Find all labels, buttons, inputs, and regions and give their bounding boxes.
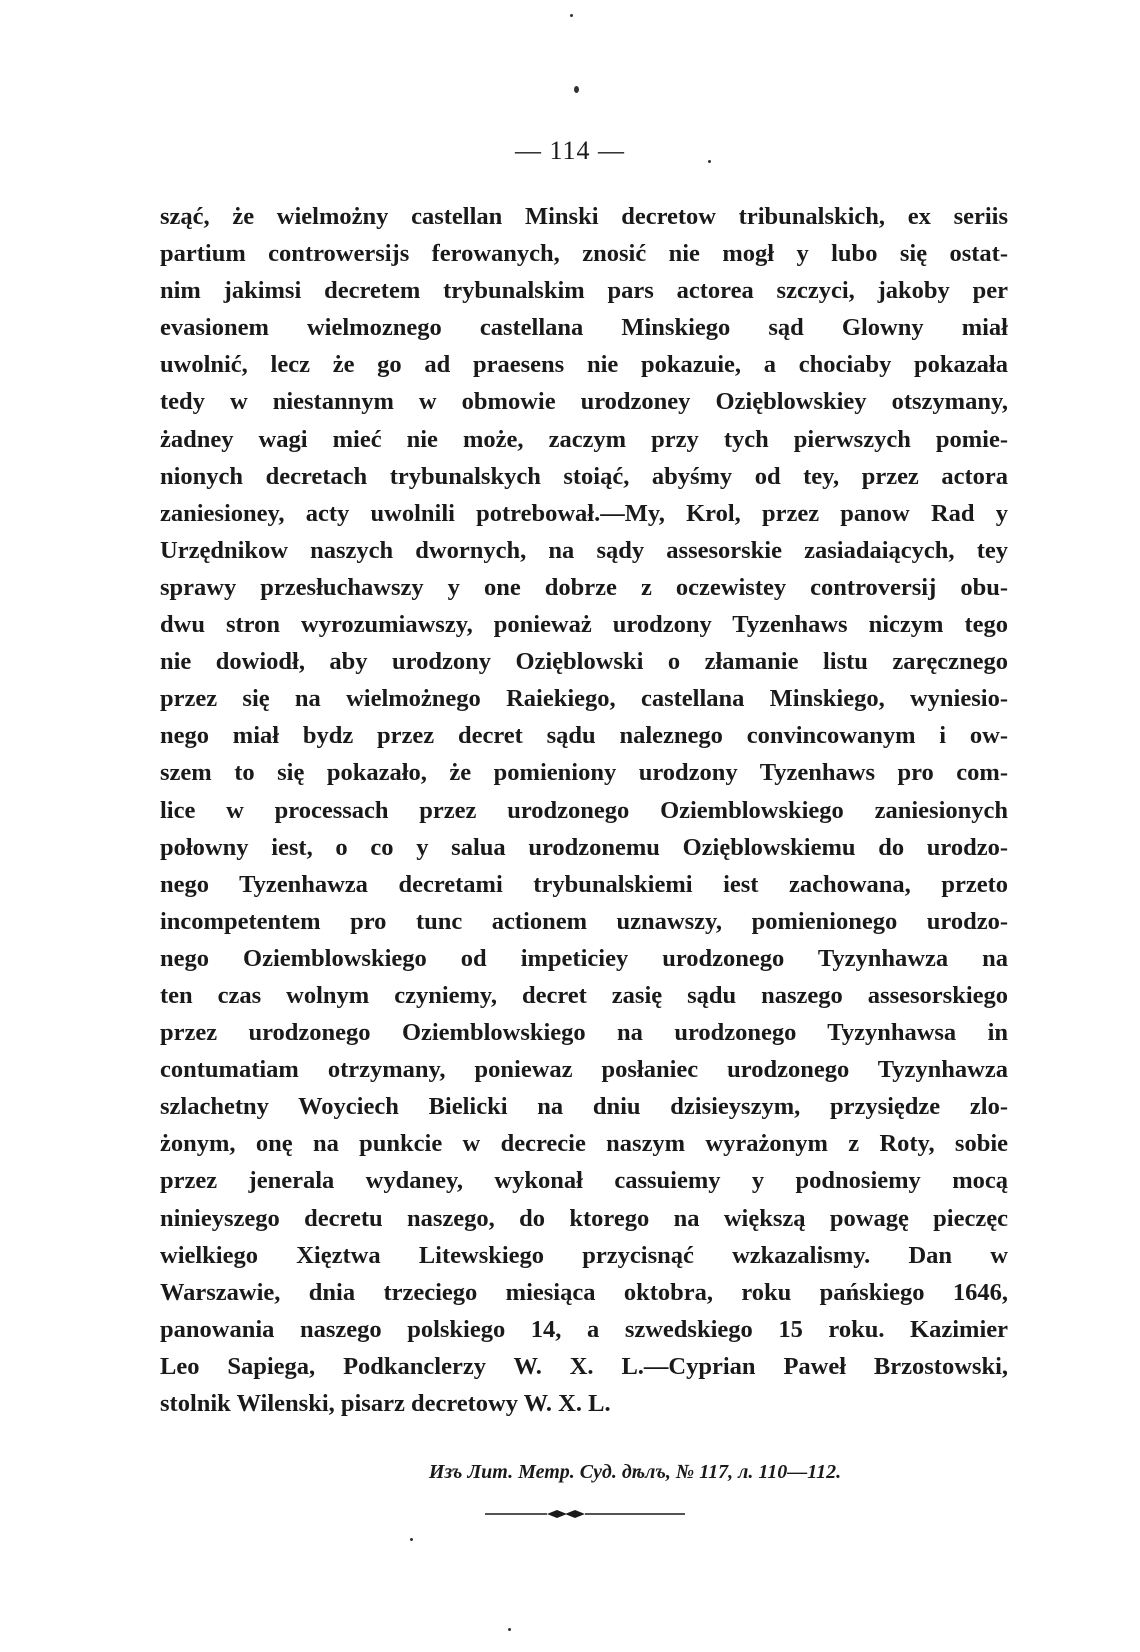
text-line: nego miał bydz przez decret sądu naleznego convincowanym i ow-	[160, 722, 1008, 750]
text-line: nionych decretach trybunalskych stoiąć, abyśmy od tey, przez actora	[160, 462, 1008, 490]
source-reference: Изъ Лит. Метр. Суд. дѣлъ, № 117, л. 110—112.	[428, 1461, 842, 1483]
text-line: panowania naszego polskiego 14, a szwedskiego 15 roku. Kazimier	[160, 1315, 1008, 1343]
text-line: Leo Sapiega, Podkanclerzy W. X. L.—Cyprian Paweł Brzostowski,	[160, 1352, 1008, 1380]
print-speck	[708, 160, 711, 163]
print-speck	[508, 1628, 511, 1631]
text-line: nego Oziemblowskiego od impeticiey urodzonego Tyzynhawza na	[160, 944, 1008, 972]
text-line: połowny iest, o co y salua urodzonemu Ozięblowskiemu do urodzo-	[160, 833, 1008, 861]
text-line: Warszawie, dnia trzeciego miesiąca oktobra, roku pańskiego 1646,	[160, 1278, 1008, 1306]
text-line: przez się na wielmożnego Raiekiego, castellana Minskiego, wyniesio-	[160, 685, 1008, 713]
print-speck	[570, 14, 573, 17]
text-line: zaniesioney, acty uwolnili potrebował.—My, Krol, przez panow Rad y	[160, 499, 1008, 527]
text-line: przez jenerala wydaney, wykonał cassuiemy y podnosiemy mocą	[160, 1167, 1008, 1195]
end-ornament-icon	[485, 1508, 685, 1520]
text-line: nim jakimsi decretem trybunalskim pars actorea szczyci, jakoby per	[160, 277, 1008, 305]
text-line: ten czas wolnym czyniemy, decret zasię sądu naszego assesorskiego	[160, 981, 1008, 1009]
text-line: nego Tyzenhawza decretami trybunalskiemi iest zachowana, przeto	[160, 870, 1008, 898]
text-line: wielkiego Xięztwa Litewskiego przycisnąć wzkazalismy. Dan w	[160, 1241, 1008, 1269]
print-speck	[574, 86, 579, 93]
text-line: żadney wagi mieć nie może, zaczym przy tych pierwszych pomie-	[160, 425, 1008, 453]
text-line: szlachetny Woyciech Bielicki na dniu dzisieyszym, przysiędze zlo-	[160, 1093, 1008, 1121]
body-text	[160, 198, 1008, 1422]
text-line: contumatiam otrzymany, poniewaz posłaniec urodzonego Tyzynhawza	[160, 1056, 1008, 1084]
text-line: szem to się pokazało, że pomieniony urodzony Tyzenhaws pro com-	[160, 759, 1008, 787]
page-number: — 114 —	[514, 136, 626, 165]
text-line: dwu stron wyrozumiawszy, ponieważ urodzony Tyzenhaws niczym tego	[160, 611, 1008, 639]
text-line: stolnik Wilenski, pisarz decretowy W. X. L.	[160, 1390, 611, 1417]
text-line: partium controwersijs ferowanych, znosić nie mogł y lubo się ostat-	[160, 240, 1008, 268]
text-line: sząć, że wielmożny castellan Minski decretow tribunalskich, ex seriis	[160, 203, 1008, 230]
text-line: evasionem wielmoznego castellana Minskiego sąd Glowny miał	[160, 314, 1008, 342]
text-line: tedy w niestannym w obmowie urodzoney Ozięblowskiey otszymany,	[160, 388, 1008, 416]
text-line: uwolnić, lecz że go ad praesens nie pokazuie, a chociaby pokazała	[160, 351, 1008, 379]
text-line: przez urodzonego Oziemblowskiego na urodzonego Tyzynhawsa in	[160, 1019, 1008, 1047]
text-line: żonym, onę na punkcie w decrecie naszym wyrażonym z Roty, sobie	[160, 1130, 1008, 1158]
text-line: incompetentem pro tunc actionem uznawszy, pomienionego urodzo-	[160, 907, 1008, 935]
text-line: ninieyszego decretu naszego, do ktorego na większą powagę pieczęc	[160, 1204, 1008, 1232]
text-line: Urzędnikow naszych dwornych, na sądy assesorskie zasiadaiących, tey	[160, 536, 1008, 564]
print-speck	[410, 1538, 413, 1541]
text-line: nie dowiodł, aby urodzony Ozięblowski o złamanie listu zaręcznego	[160, 648, 1008, 676]
text-line: sprawy przesłuchawszy y one dobrze z oczewistey controversij obu-	[160, 573, 1008, 601]
text-line: lice w processach przez urodzonego Oziemblowskiego zaniesionych	[160, 796, 1008, 824]
